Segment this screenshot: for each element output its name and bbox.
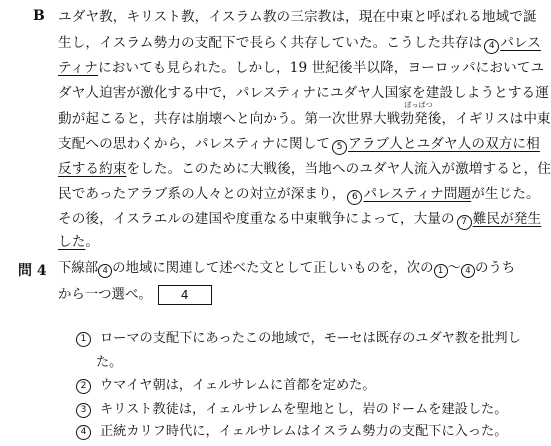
underline-marker-5: 5: [332, 140, 347, 155]
passage-line-10: した。: [58, 234, 100, 250]
option-3-number[interactable]: 3: [76, 403, 91, 418]
option-4-text: 正統カリフ時代に，イェルサレムはイスラム勢力の支配下に入った。: [100, 424, 508, 439]
underlined-refugees: 難民が発生: [472, 211, 542, 227]
passage-line-6: 支配への思わくから，パレスティナに関して 5 アラブ人とユダヤ人の双方に相: [58, 135, 540, 155]
underlined-promise: アラブ人とユダヤ人の双方に相: [348, 136, 540, 152]
option-3-text: キリスト教徒は，イェルサレムを聖地とし，岩のドームを建設した。: [100, 402, 508, 417]
passage-line-1: ユダヤ教，キリスト教，イスラム教の三宗教は，現在中東と呼ばれる地域で誕: [58, 9, 537, 25]
passage-line-8: 民であったアラブ系の人々との対立が深まり， 6 パレスティナ問題が生じた。: [58, 185, 540, 205]
option-2-number[interactable]: 2: [76, 379, 91, 394]
underline-marker-4: 4: [484, 39, 499, 54]
option-1-text-cont: た。: [96, 355, 123, 370]
underlined-promise-cont: 反する約束: [58, 161, 127, 177]
option-1-text: ローマの支配下にあったこの地域で，モーセは既存のユダヤ教を批判し: [100, 331, 521, 346]
option-2-text: ウマイヤ朝は，イェルサレムに首都を定めた。: [100, 378, 376, 393]
passage-line-4: ダヤ人迫害が激化する中で，パレスティナにユダヤ人国家を建設しようとする運: [58, 85, 549, 101]
question-label: 問 4: [18, 263, 47, 279]
passage-line-2: 生し，イスラム勢力の支配下で長らく共存していた。こうした共存は 4 パレス: [58, 34, 541, 54]
passage-line-9: その後，イスラエルの建国や度重なる中東戦争によって，大量の 7 難民が発生: [58, 210, 541, 230]
passage-line-5: 動が起こると，共存は崩壊へと向かう。第一次世界大戦 ぼっぱつ 勃発後，イギリスは中東: [58, 101, 551, 127]
underline-marker-6: 6: [347, 190, 362, 205]
answer-box[interactable]: 4: [158, 285, 212, 305]
section-label: B: [33, 8, 45, 24]
underlined-palestine: パレス: [500, 35, 541, 51]
option-1-number[interactable]: 1: [76, 332, 91, 347]
question-line-1: 下線部 4 の地域に関連して述べた文として正しいものを，次の 1 〜 4 のうち: [58, 261, 516, 276]
underlined-palestine-cont: ティナ: [58, 60, 98, 76]
option-4-number[interactable]: 4: [76, 425, 91, 440]
underline-marker-7: 7: [457, 215, 472, 230]
underlined-refugees-cont: した: [58, 234, 86, 250]
question-line-2: から一つ選べ。 4: [58, 285, 212, 305]
underlined-palestine-problem: パレスティナ問題: [363, 186, 472, 202]
ruby-reading: ぼっぱつ: [404, 101, 433, 109]
range-start-marker: 1: [434, 264, 448, 278]
passage-line-3: ティナにおいても見られた。しかし，19 世紀後半以降，ヨーロッパにおいてユ: [58, 60, 545, 76]
ruby-word: ぼっぱつ 勃発: [400, 101, 433, 127]
range-end-marker: 4: [461, 264, 475, 278]
passage-line-7: 反する約束をした。このために大戦後，当地へのユダヤ人流入が激増すると，住: [58, 161, 551, 177]
underline-ref-marker: 4: [98, 264, 112, 278]
